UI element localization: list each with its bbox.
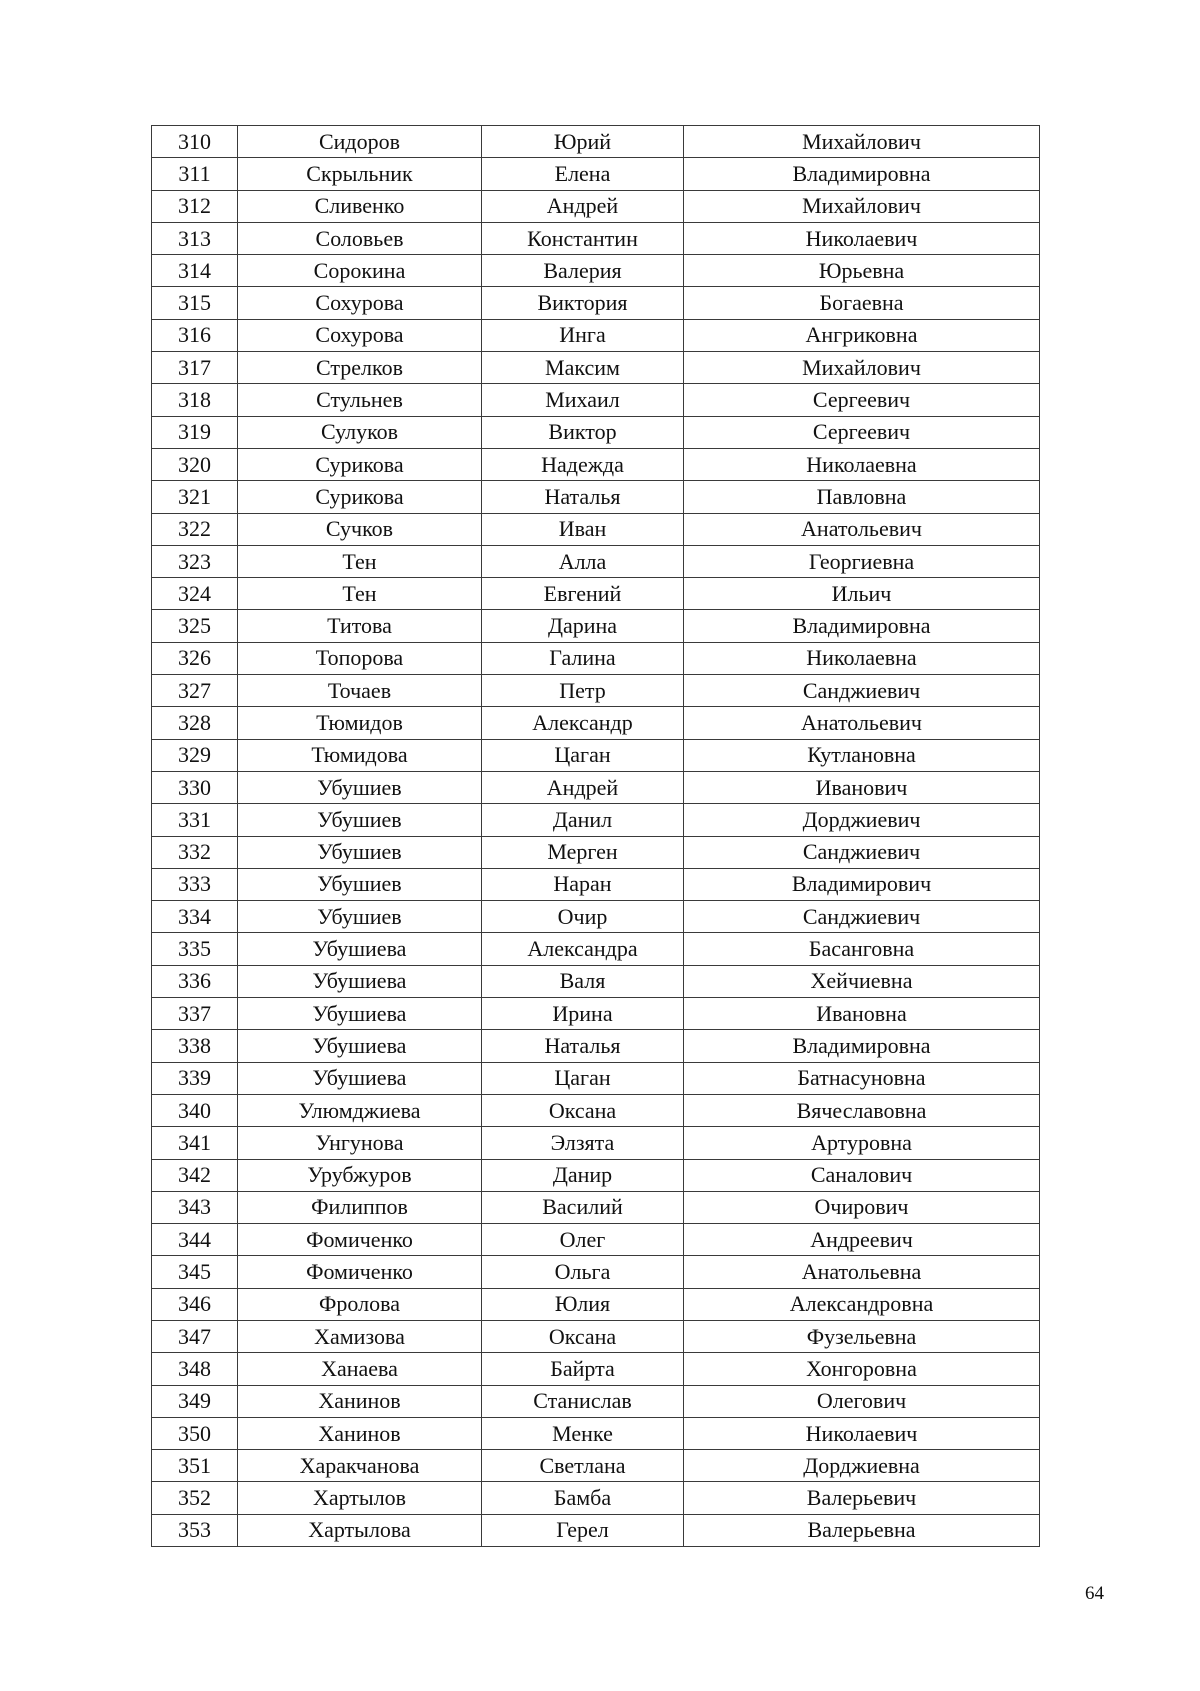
first-name-cell: Константин [482, 222, 684, 254]
table-row [152, 933, 1040, 965]
names-table-body [152, 126, 1040, 1547]
patronymic-cell: Дорджиевич [684, 804, 1040, 836]
last-name-cell: Ханинов [238, 1417, 482, 1449]
patronymic-cell: Ангриковна [684, 319, 1040, 351]
last-name-cell: Убушиева [238, 998, 482, 1030]
table-row [152, 868, 1040, 900]
last-name-cell: Фомиченко [238, 1224, 482, 1256]
table-row [152, 287, 1040, 319]
row-number-cell: 310 [152, 126, 238, 158]
first-name-cell: Валерия [482, 255, 684, 287]
patronymic-cell: Олегович [684, 1385, 1040, 1417]
patronymic-cell: Владимировна [684, 1030, 1040, 1062]
row-number-cell: 344 [152, 1224, 238, 1256]
first-name-cell: Оксана [482, 1320, 684, 1352]
patronymic-cell: Иванович [684, 771, 1040, 803]
last-name-cell: Улюмджиева [238, 1094, 482, 1126]
row-number-cell: 327 [152, 675, 238, 707]
table-row [152, 481, 1040, 513]
row-number-cell: 331 [152, 804, 238, 836]
table-row [152, 771, 1040, 803]
patronymic-cell: Николаевич [684, 1417, 1040, 1449]
first-name-cell: Герел [482, 1514, 684, 1546]
first-name-cell: Ирина [482, 998, 684, 1030]
row-number-cell: 337 [152, 998, 238, 1030]
row-number-cell: 336 [152, 965, 238, 997]
patronymic-cell: Санджиевич [684, 836, 1040, 868]
first-name-cell: Евгений [482, 578, 684, 610]
patronymic-cell: Михайлович [684, 126, 1040, 158]
patronymic-cell: Дорджиевна [684, 1450, 1040, 1482]
table-row [152, 1320, 1040, 1352]
patronymic-cell: Владимировна [684, 158, 1040, 190]
row-number-cell: 332 [152, 836, 238, 868]
patronymic-cell: Фузельевна [684, 1320, 1040, 1352]
row-number-cell: 348 [152, 1353, 238, 1385]
table-row [152, 804, 1040, 836]
first-name-cell: Дарина [482, 610, 684, 642]
first-name-cell: Данил [482, 804, 684, 836]
last-name-cell: Скрыльник [238, 158, 482, 190]
last-name-cell: Хамизова [238, 1320, 482, 1352]
first-name-cell: Максим [482, 352, 684, 384]
table-row [152, 1191, 1040, 1223]
row-number-cell: 339 [152, 1062, 238, 1094]
row-number-cell: 322 [152, 513, 238, 545]
last-name-cell: Фролова [238, 1288, 482, 1320]
row-number-cell: 324 [152, 578, 238, 610]
patronymic-cell: Сергеевич [684, 416, 1040, 448]
first-name-cell: Юрий [482, 126, 684, 158]
first-name-cell: Алла [482, 545, 684, 577]
patronymic-cell: Санджиевич [684, 675, 1040, 707]
row-number-cell: 340 [152, 1094, 238, 1126]
last-name-cell: Филиппов [238, 1191, 482, 1223]
table-row [152, 1256, 1040, 1288]
patronymic-cell: Хонгоровна [684, 1353, 1040, 1385]
first-name-cell: Андрей [482, 771, 684, 803]
last-name-cell: Ханинов [238, 1385, 482, 1417]
last-name-cell: Ханаева [238, 1353, 482, 1385]
last-name-cell: Убушиева [238, 1062, 482, 1094]
patronymic-cell: Николаевна [684, 448, 1040, 480]
table-row [152, 578, 1040, 610]
row-number-cell: 325 [152, 610, 238, 642]
first-name-cell: Михаил [482, 384, 684, 416]
names-table [151, 125, 1040, 1547]
table-row [152, 965, 1040, 997]
first-name-cell: Наталья [482, 481, 684, 513]
last-name-cell: Тен [238, 545, 482, 577]
table-row [152, 1030, 1040, 1062]
patronymic-cell: Вячеславовна [684, 1094, 1040, 1126]
patronymic-cell: Павловна [684, 481, 1040, 513]
patronymic-cell: Богаевна [684, 287, 1040, 319]
last-name-cell: Титова [238, 610, 482, 642]
row-number-cell: 315 [152, 287, 238, 319]
first-name-cell: Иван [482, 513, 684, 545]
row-number-cell: 343 [152, 1191, 238, 1223]
table-row [152, 1159, 1040, 1191]
first-name-cell: Валя [482, 965, 684, 997]
table-row [152, 836, 1040, 868]
table-row [152, 1450, 1040, 1482]
row-number-cell: 330 [152, 771, 238, 803]
first-name-cell: Оксана [482, 1094, 684, 1126]
table-row [152, 675, 1040, 707]
patronymic-cell: Артуровна [684, 1127, 1040, 1159]
row-number-cell: 313 [152, 222, 238, 254]
last-name-cell: Хартылов [238, 1482, 482, 1514]
last-name-cell: Сучков [238, 513, 482, 545]
row-number-cell: 329 [152, 739, 238, 771]
row-number-cell: 311 [152, 158, 238, 190]
table-row [152, 1127, 1040, 1159]
last-name-cell: Убушиев [238, 804, 482, 836]
row-number-cell: 335 [152, 933, 238, 965]
table-row [152, 1353, 1040, 1385]
row-number-cell: 333 [152, 868, 238, 900]
first-name-cell: Менке [482, 1417, 684, 1449]
last-name-cell: Сурикова [238, 481, 482, 513]
row-number-cell: 346 [152, 1288, 238, 1320]
patronymic-cell: Кутлановна [684, 739, 1040, 771]
first-name-cell: Мерген [482, 836, 684, 868]
last-name-cell: Стульнев [238, 384, 482, 416]
row-number-cell: 350 [152, 1417, 238, 1449]
patronymic-cell: Владимировна [684, 610, 1040, 642]
patronymic-cell: Ивановна [684, 998, 1040, 1030]
last-name-cell: Сурикова [238, 448, 482, 480]
first-name-cell: Александра [482, 933, 684, 965]
row-number-cell: 316 [152, 319, 238, 351]
last-name-cell: Сулуков [238, 416, 482, 448]
patronymic-cell: Анатольевна [684, 1256, 1040, 1288]
patronymic-cell: Сергеевич [684, 384, 1040, 416]
patronymic-cell: Саналович [684, 1159, 1040, 1191]
table-row [152, 222, 1040, 254]
first-name-cell: Очир [482, 901, 684, 933]
last-name-cell: Сорокина [238, 255, 482, 287]
first-name-cell: Ольга [482, 1256, 684, 1288]
last-name-cell: Соловьев [238, 222, 482, 254]
first-name-cell: Галина [482, 642, 684, 674]
first-name-cell: Бамба [482, 1482, 684, 1514]
first-name-cell: Виктория [482, 287, 684, 319]
page-number: 64 [1085, 1583, 1104, 1604]
patronymic-cell: Михайлович [684, 352, 1040, 384]
first-name-cell: Данир [482, 1159, 684, 1191]
last-name-cell: Точаев [238, 675, 482, 707]
patronymic-cell: Николаевич [684, 222, 1040, 254]
last-name-cell: Харакчанова [238, 1450, 482, 1482]
row-number-cell: 319 [152, 416, 238, 448]
last-name-cell: Сохурова [238, 287, 482, 319]
table-row [152, 158, 1040, 190]
patronymic-cell: Александровна [684, 1288, 1040, 1320]
first-name-cell: Наран [482, 868, 684, 900]
table-row [152, 1224, 1040, 1256]
row-number-cell: 314 [152, 255, 238, 287]
row-number-cell: 317 [152, 352, 238, 384]
first-name-cell: Наталья [482, 1030, 684, 1062]
first-name-cell: Андрей [482, 190, 684, 222]
patronymic-cell: Михайлович [684, 190, 1040, 222]
table-row [152, 319, 1040, 351]
last-name-cell: Стрелков [238, 352, 482, 384]
table-row [152, 190, 1040, 222]
last-name-cell: Унгунова [238, 1127, 482, 1159]
last-name-cell: Урубжуров [238, 1159, 482, 1191]
first-name-cell: Василий [482, 1191, 684, 1223]
patronymic-cell: Валерьевна [684, 1514, 1040, 1546]
table-row [152, 1514, 1040, 1546]
table-row [152, 739, 1040, 771]
row-number-cell: 338 [152, 1030, 238, 1062]
table-row [152, 1385, 1040, 1417]
last-name-cell: Тен [238, 578, 482, 610]
last-name-cell: Убушиев [238, 868, 482, 900]
row-number-cell: 312 [152, 190, 238, 222]
row-number-cell: 341 [152, 1127, 238, 1159]
table-row [152, 1482, 1040, 1514]
row-number-cell: 326 [152, 642, 238, 674]
row-number-cell: 353 [152, 1514, 238, 1546]
first-name-cell: Виктор [482, 416, 684, 448]
patronymic-cell: Хейчиевна [684, 965, 1040, 997]
table-row [152, 255, 1040, 287]
patronymic-cell: Очирович [684, 1191, 1040, 1223]
table-row [152, 1094, 1040, 1126]
first-name-cell: Элзята [482, 1127, 684, 1159]
table-row [152, 416, 1040, 448]
first-name-cell: Петр [482, 675, 684, 707]
last-name-cell: Топорова [238, 642, 482, 674]
table-row [152, 513, 1040, 545]
last-name-cell: Тюмидов [238, 707, 482, 739]
table-row [152, 1288, 1040, 1320]
patronymic-cell: Ильич [684, 578, 1040, 610]
last-name-cell: Сидоров [238, 126, 482, 158]
row-number-cell: 323 [152, 545, 238, 577]
table-row [152, 901, 1040, 933]
first-name-cell: Станислав [482, 1385, 684, 1417]
last-name-cell: Хартылова [238, 1514, 482, 1546]
table-row [152, 384, 1040, 416]
first-name-cell: Инга [482, 319, 684, 351]
patronymic-cell: Батнасуновна [684, 1062, 1040, 1094]
patronymic-cell: Валерьевич [684, 1482, 1040, 1514]
last-name-cell: Сохурова [238, 319, 482, 351]
first-name-cell: Байрта [482, 1353, 684, 1385]
last-name-cell: Убушиев [238, 836, 482, 868]
first-name-cell: Надежда [482, 448, 684, 480]
patronymic-cell: Владимирович [684, 868, 1040, 900]
row-number-cell: 318 [152, 384, 238, 416]
table-row [152, 126, 1040, 158]
row-number-cell: 345 [152, 1256, 238, 1288]
first-name-cell: Цаган [482, 739, 684, 771]
table-row [152, 642, 1040, 674]
last-name-cell: Убушиев [238, 901, 482, 933]
first-name-cell: Юлия [482, 1288, 684, 1320]
table-row [152, 352, 1040, 384]
table-row [152, 1417, 1040, 1449]
table-row [152, 545, 1040, 577]
patronymic-cell: Юрьевна [684, 255, 1040, 287]
table-row [152, 610, 1040, 642]
row-number-cell: 347 [152, 1320, 238, 1352]
last-name-cell: Убушиев [238, 771, 482, 803]
patronymic-cell: Николаевна [684, 642, 1040, 674]
last-name-cell: Убушиева [238, 933, 482, 965]
table-row [152, 707, 1040, 739]
patronymic-cell: Анатольевич [684, 513, 1040, 545]
row-number-cell: 351 [152, 1450, 238, 1482]
last-name-cell: Сливенко [238, 190, 482, 222]
first-name-cell: Елена [482, 158, 684, 190]
row-number-cell: 334 [152, 901, 238, 933]
table-row [152, 998, 1040, 1030]
first-name-cell: Александр [482, 707, 684, 739]
row-number-cell: 352 [152, 1482, 238, 1514]
patronymic-cell: Анатольевич [684, 707, 1040, 739]
first-name-cell: Олег [482, 1224, 684, 1256]
table-row [152, 1062, 1040, 1094]
patronymic-cell: Басанговна [684, 933, 1040, 965]
last-name-cell: Убушиева [238, 1030, 482, 1062]
row-number-cell: 320 [152, 448, 238, 480]
first-name-cell: Светлана [482, 1450, 684, 1482]
row-number-cell: 342 [152, 1159, 238, 1191]
row-number-cell: 321 [152, 481, 238, 513]
patronymic-cell: Андреевич [684, 1224, 1040, 1256]
last-name-cell: Тюмидова [238, 739, 482, 771]
row-number-cell: 349 [152, 1385, 238, 1417]
last-name-cell: Фомиченко [238, 1256, 482, 1288]
row-number-cell: 328 [152, 707, 238, 739]
patronymic-cell: Санджиевич [684, 901, 1040, 933]
table-row [152, 448, 1040, 480]
first-name-cell: Цаган [482, 1062, 684, 1094]
patronymic-cell: Георгиевна [684, 545, 1040, 577]
last-name-cell: Убушиева [238, 965, 482, 997]
